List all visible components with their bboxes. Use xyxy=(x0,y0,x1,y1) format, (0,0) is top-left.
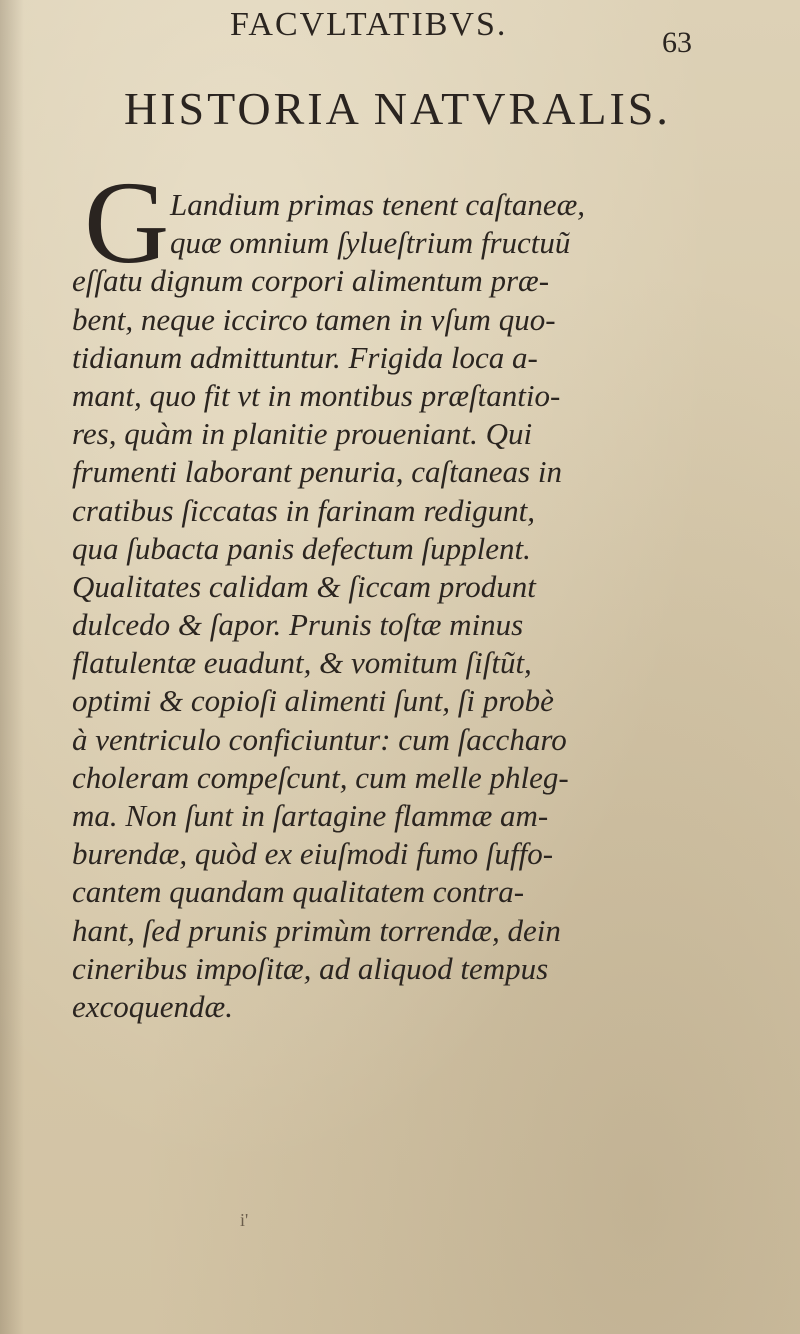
text-line: cineribus impoſitæ, ad aliquod tempus xyxy=(72,950,549,986)
text-line: bent, neque iccirco tamen in vſum quo- xyxy=(72,301,556,337)
text-line: frumenti laborant penuria, caſtaneas in xyxy=(72,454,562,490)
text-line: cantem quandam qualitatem contra- xyxy=(72,874,525,910)
body-text xyxy=(72,186,722,1026)
text-line: mant, quo fit vt in montibus præſtantio- xyxy=(72,377,561,413)
text-line: Landium primas tenent caſtaneæ, xyxy=(170,187,586,222)
text-line: eſſatu dignum corpori alimentum præ- xyxy=(72,263,550,299)
text-line: ma. Non ſunt in ſartagine flammæ am- xyxy=(72,798,549,833)
text-line: tidianum admittuntur. Frigida loca a- xyxy=(72,339,538,375)
text-line: Qualitates calidam & ſiccam produnt xyxy=(72,568,536,604)
running-head: FACVLTATIBVS. xyxy=(230,6,508,43)
text-line: optimi & copioſi alimenti ſunt, ſi probè xyxy=(72,683,554,719)
drop-cap: G xyxy=(84,157,170,288)
text-line: flatulentæ euadunt, & vomitum ſiſtũt, xyxy=(72,645,532,681)
text-line: res, quàm in planitie proueniant. Qui xyxy=(72,416,533,452)
text-line: dulcedo & ſapor. Prunis toſtæ minus xyxy=(72,607,524,643)
section-title: HISTORIA NATVRALIS. xyxy=(124,83,671,134)
stray-ink-mark: i' xyxy=(240,1210,249,1230)
text-line: excoquendæ. xyxy=(72,988,233,1024)
text-line: hant, ſed prunis primùm torrendæ, dein xyxy=(72,912,561,948)
text-line: cratibus ſiccatas in farinam redigunt, xyxy=(72,492,535,528)
gutter-shadow xyxy=(0,0,24,1334)
text-line: quæ omnium ſylueſtrium fructuũ xyxy=(170,225,571,261)
text-line: qua ſubacta panis defectum ſupplent. xyxy=(72,530,531,566)
page-number: 63 xyxy=(662,26,692,59)
text-line: burendæ, quòd ex eiuſmodi fumo ſuffo- xyxy=(72,836,554,872)
text-line: à ventriculo conficiuntur: cum ſaccharo xyxy=(72,721,567,757)
text-line: choleram compeſcunt, cum melle phleg- xyxy=(72,759,569,795)
